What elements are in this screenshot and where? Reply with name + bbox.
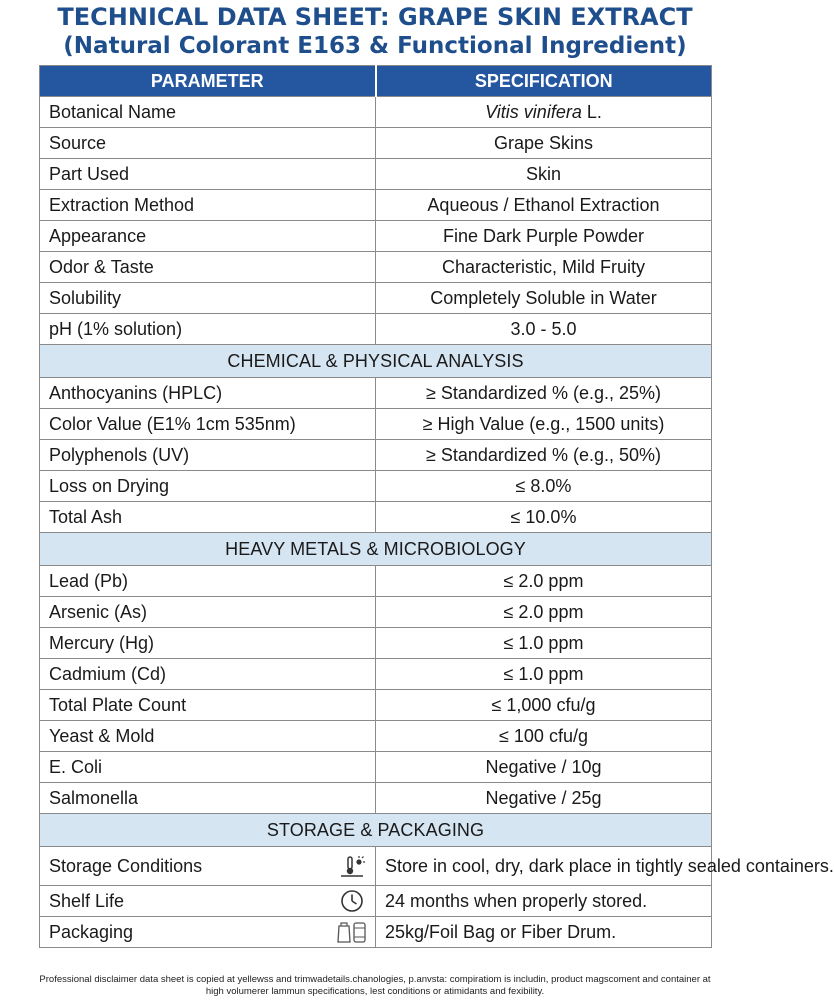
value-cell: ≤ 1,000 cfu/g bbox=[376, 690, 712, 721]
table-row bbox=[40, 221, 712, 252]
table-row bbox=[40, 566, 712, 597]
section-heading-storage bbox=[40, 814, 712, 847]
value-cell: Negative / 10g bbox=[376, 752, 712, 783]
table-row bbox=[40, 128, 712, 159]
page-subtitle: (Natural Colorant E163 & Functional Ingredient) bbox=[63, 33, 687, 59]
species-name: Vitis vinifera bbox=[485, 101, 582, 122]
param-cell: Polyphenols (UV) bbox=[40, 440, 376, 471]
value-cell: ≤ 10.0% bbox=[376, 502, 712, 533]
table-row bbox=[40, 752, 712, 783]
value-cell: Aqueous / Ethanol Extraction bbox=[376, 190, 712, 221]
param-cell: Salmonella bbox=[40, 783, 376, 814]
table-row bbox=[40, 190, 712, 221]
table-row bbox=[40, 440, 712, 471]
section-title: CHEMICAL & PHYSICAL ANALYSIS bbox=[40, 345, 712, 378]
param-label: Storage Conditions bbox=[49, 855, 203, 876]
disclaimer-footer: Professional disclaimer data sheet is copied at yellewss and trimwadetails.chanologies, p.anvsta: compiratiom is includin, product magscoment and container at high volumerer lammun specifications, lest conditions or atimidants and fexibility. bbox=[39, 974, 711, 997]
value-cell: Completely Soluble in Water bbox=[376, 283, 712, 314]
table-row bbox=[40, 502, 712, 533]
value-cell: 24 months when properly stored. bbox=[376, 886, 712, 917]
param-cell: Arsenic (As) bbox=[40, 597, 376, 628]
param-cell: Total Ash bbox=[40, 502, 376, 533]
param-cell: E. Coli bbox=[40, 752, 376, 783]
param-cell: Extraction Method bbox=[40, 190, 376, 221]
param-cell: Cadmium (Cd) bbox=[40, 659, 376, 690]
value-cell: 25kg/Foil Bag or Fiber Drum. bbox=[376, 917, 712, 948]
table-header-row bbox=[40, 66, 712, 97]
section-heading-metals bbox=[40, 533, 712, 566]
value-cell: ≤ 1.0 ppm bbox=[376, 659, 712, 690]
value-cell bbox=[376, 97, 712, 128]
table-row bbox=[40, 886, 712, 917]
bag-drum-icon bbox=[338, 919, 366, 945]
table-row bbox=[40, 252, 712, 283]
table-row bbox=[40, 917, 712, 948]
value-cell: Skin bbox=[376, 159, 712, 190]
table-row bbox=[40, 690, 712, 721]
param-cell bbox=[40, 847, 376, 886]
value-cell: ≤ 1.0 ppm bbox=[376, 628, 712, 659]
param-cell: Yeast & Mold bbox=[40, 721, 376, 752]
value-cell: ≤ 8.0% bbox=[376, 471, 712, 502]
section-title: HEAVY METALS & MICROBIOLOGY bbox=[40, 533, 712, 566]
value-cell: ≥ Standardized % (e.g., 50%) bbox=[376, 440, 712, 471]
table-row bbox=[40, 659, 712, 690]
value-cell: ≤ 2.0 ppm bbox=[376, 566, 712, 597]
param-cell: Lead (Pb) bbox=[40, 566, 376, 597]
table-row bbox=[40, 847, 712, 886]
param-cell bbox=[40, 917, 376, 948]
table-row bbox=[40, 97, 712, 128]
header-specification: SPECIFICATION bbox=[376, 66, 712, 97]
value-cell: Store in cool, dry, dark place in tightly sealed containers. bbox=[376, 847, 712, 886]
value-cell: ≤ 100 cfu/g bbox=[376, 721, 712, 752]
value-cell: ≥ High Value (e.g., 1500 units) bbox=[376, 409, 712, 440]
clock-icon bbox=[338, 888, 366, 914]
table-row bbox=[40, 471, 712, 502]
table-row bbox=[40, 378, 712, 409]
value-cell: Grape Skins bbox=[376, 128, 712, 159]
param-cell: Botanical Name bbox=[40, 97, 376, 128]
header-parameter: PARAMETER bbox=[40, 66, 376, 97]
table-row bbox=[40, 628, 712, 659]
data-sheet-table bbox=[39, 65, 834, 948]
param-cell: Color Value (E1% 1cm 535nm) bbox=[40, 409, 376, 440]
species-author: L. bbox=[581, 101, 602, 122]
table-row bbox=[40, 409, 712, 440]
param-label: Shelf Life bbox=[49, 890, 125, 911]
table-row bbox=[40, 314, 712, 345]
section-title: STORAGE & PACKAGING bbox=[40, 814, 712, 847]
value-cell: Characteristic, Mild Fruity bbox=[376, 252, 712, 283]
value-cell: Fine Dark Purple Powder bbox=[376, 221, 712, 252]
param-cell: Total Plate Count bbox=[40, 690, 376, 721]
page-title: TECHNICAL DATA SHEET: GRAPE SKIN EXTRACT bbox=[57, 3, 693, 31]
param-cell: Appearance bbox=[40, 221, 376, 252]
param-cell bbox=[40, 886, 376, 917]
table-row bbox=[40, 783, 712, 814]
param-cell: Source bbox=[40, 128, 376, 159]
value-cell: ≤ 2.0 ppm bbox=[376, 597, 712, 628]
table-row bbox=[40, 597, 712, 628]
value-cell: ≥ Standardized % (e.g., 25%) bbox=[376, 378, 712, 409]
param-cell: Part Used bbox=[40, 159, 376, 190]
value-cell: 3.0 - 5.0 bbox=[376, 314, 712, 345]
table-row bbox=[40, 159, 712, 190]
param-label: Packaging bbox=[49, 921, 134, 942]
param-cell: Loss on Drying bbox=[40, 471, 376, 502]
table-row bbox=[40, 721, 712, 752]
param-cell: Odor & Taste bbox=[40, 252, 376, 283]
param-cell: Solubility bbox=[40, 283, 376, 314]
param-cell: Mercury (Hg) bbox=[40, 628, 376, 659]
value-cell: Negative / 25g bbox=[376, 783, 712, 814]
table-row bbox=[40, 283, 712, 314]
param-cell: pH (1% solution) bbox=[40, 314, 376, 345]
thermometer-sun-icon bbox=[338, 853, 366, 879]
param-cell: Anthocyanins (HPLC) bbox=[40, 378, 376, 409]
section-heading-chemical bbox=[40, 345, 712, 378]
